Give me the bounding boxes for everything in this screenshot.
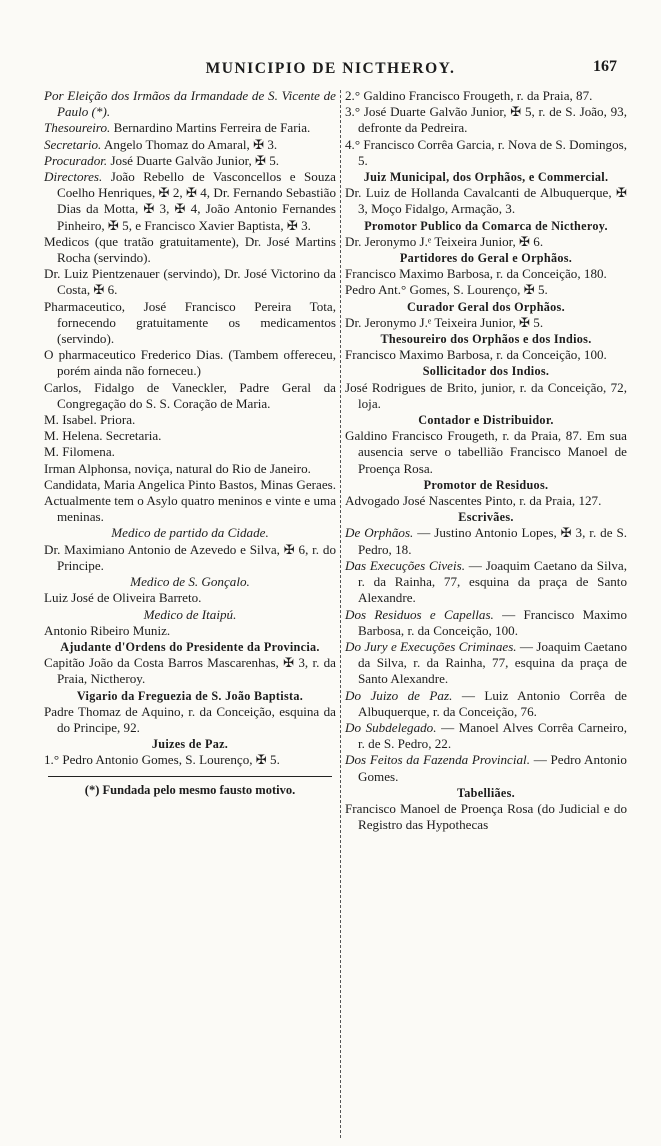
- directory-entry: [345, 380, 627, 412]
- directory-entry: [345, 752, 627, 784]
- section-heading: Juiz Municipal, dos Orphãos, e Commercial.: [363, 170, 609, 185]
- directory-entry: [44, 461, 336, 477]
- entry-text: Dr. Jeronymo J.ᵉ Teixeira Junior, ✠ 6.: [345, 233, 544, 249]
- entry-text: 3.° José Duarte Galvão Junior, ✠ 5, r. de S. João, 93, defronte da Pedreira.: [345, 104, 627, 136]
- section-heading: Promotor Publico da Comarca de Nictheroy.: [364, 218, 608, 233]
- entry-text: — Joaquim Caetano da Silva, r. da Rainha, 77, esquina da praça de Santo Alexandre.: [358, 638, 627, 687]
- entry-text: Actualmente tem o Asylo quatro meninos e vinte e uma meninas.: [44, 493, 336, 525]
- directory-entry: [345, 282, 627, 298]
- directory-entry: [44, 542, 336, 574]
- subsection-heading: Medico de Itaipú.: [143, 606, 237, 622]
- footnote: (*) Fundada pelo mesmo fausto motivo.: [84, 782, 296, 797]
- entry-text: Padre Thomaz de Aquino, r. da Conceição, esquina da do Principe, 92.: [44, 703, 336, 735]
- entry-text: Carlos, Fidalgo de Vaneckler, Padre Geral da Congregação do S. S. Coração de Maria.: [44, 379, 336, 411]
- footnote-separator: [48, 776, 332, 777]
- left-column: [44, 88, 336, 798]
- entry-label: Directores.: [44, 169, 103, 185]
- directory-entry: [44, 623, 336, 639]
- directory-entry: [44, 444, 336, 460]
- entry-text: Pedro Ant.° Gomes, S. Lourenço, ✠ 5.: [345, 282, 548, 298]
- entry-text: Francisco Maximo Barbosa, r. da Conceição, 180.: [345, 266, 607, 282]
- entry-text: Galdino Francisco Frougeth, r. da Praia, 87. Em sua ausencia serve o tabellião Francisco Manoel de Proença Rosa.: [345, 428, 627, 476]
- directory-entry: [345, 493, 627, 509]
- entry-text: M. Helena. Secretaria.: [44, 428, 162, 444]
- directory-entry: [345, 428, 627, 477]
- entry-text: Candidata, Maria Angelica Pinto Bastos, Minas Geraes.: [44, 476, 337, 492]
- entry-label: Por Eleição dos Irmãos da Irmandade de S. Vicente de Paulo (*).: [44, 88, 336, 120]
- directory-entry: [345, 266, 627, 282]
- entry-text: Irman Alphonsa, noviça, natural do Rio de Janeiro.: [44, 460, 311, 476]
- directory-entry: [44, 347, 336, 379]
- directory-entry: [345, 88, 627, 104]
- entry-text: Medicos (que tratão gratuitamente), Dr. José Martins Rocha (servindo).: [44, 233, 336, 266]
- directory-entry: [44, 590, 336, 606]
- entry-text: José Rodrigues de Brito, junior, r. da Conceição, 72, loja.: [345, 379, 627, 411]
- directory-entry: [345, 801, 627, 833]
- directory-entry: [44, 493, 336, 525]
- entry-label: Do Juizo de Paz.: [345, 687, 453, 703]
- section-heading: Curador Geral dos Orphãos.: [407, 299, 565, 314]
- directory-entry: [44, 704, 336, 736]
- directory-entry: [44, 655, 336, 687]
- section-heading: Thesoureiro dos Orphãos e dos Indios.: [380, 332, 592, 347]
- directory-entry: [345, 137, 627, 169]
- column-divider: [340, 90, 341, 1138]
- entry-text: — Pedro Antonio Gomes.: [358, 752, 627, 784]
- entry-text: 1.° Pedro Antonio Gomes, S. Lourenço, ✠ 5.: [44, 752, 280, 768]
- entry-text: Angelo Thomaz do Amaral, ✠ 3.: [101, 136, 278, 152]
- section-heading: Partidores do Geral e Orphãos.: [399, 251, 573, 266]
- section-heading: Vigario da Freguezia de S. João Baptista.: [76, 688, 304, 703]
- entry-label: Do Subdelegado.: [345, 719, 437, 735]
- directory-entry: [345, 558, 627, 607]
- entry-text: Bernardino Martins Ferreira de Faria.: [110, 120, 311, 136]
- entry-text: Francisco Maximo Barbosa, r. da Conceição, 100.: [345, 347, 607, 363]
- directory-entry: [44, 380, 336, 412]
- entry-text: João Rebello de Vasconcellos e Souza Coelho Henriques, ✠ 2, ✠ 4, Dr. Fernando Sebastião Dias da Motta, ✠ 3, ✠ 4, João Antonio Fernandes Pinheiro, ✠ 5, e Francisco Xavier Baptista, ✠ 3.: [57, 169, 336, 233]
- entry-text: Dr. Luiz Pientzenauer (servindo), Dr. José Victorino da Costa, ✠ 6.: [44, 266, 336, 298]
- directory-entry: [44, 412, 336, 428]
- directory-entry: [345, 607, 627, 639]
- directory-entry: [345, 347, 627, 363]
- directory-entry: [44, 88, 336, 120]
- directory-entry: [44, 169, 336, 234]
- directory-entry: [44, 137, 336, 153]
- entry-text: Capitão João da Costa Barros Mascarenhas, ✠ 3, r. da Praia, Nictheroy.: [44, 655, 336, 687]
- section-heading: Juizes de Paz.: [151, 737, 229, 752]
- entry-text: Antonio Ribeiro Muniz.: [44, 622, 171, 638]
- section-heading: Escrivães.: [458, 510, 514, 525]
- entry-label: Dos Feitos da Fazenda Provincial.: [345, 752, 530, 768]
- entry-text: M. Isabel. Priora.: [44, 412, 136, 428]
- entry-label: Secretario.: [44, 136, 102, 152]
- directory-entry: [44, 234, 336, 266]
- entry-text: — Luiz Antonio Corrêa de Albuquerque, r. da Conceição, 76.: [358, 687, 627, 719]
- entry-label: Procurador.: [44, 152, 108, 168]
- section-heading: Promotor de Residuos.: [423, 477, 549, 492]
- entry-text: 2.° Galdino Francisco Frougeth, r. da Praia, 87.: [345, 88, 593, 103]
- directory-entry: [345, 525, 627, 557]
- left-entries: [44, 88, 336, 769]
- entry-text: 4.° Francisco Corrêa Garcia, r. Nova de S. Domingos, 5.: [345, 136, 627, 168]
- page-header: [0, 60, 661, 84]
- directory-entry: [345, 104, 627, 136]
- directory-entry: [345, 688, 627, 720]
- entry-text: — Francisco Maximo Barbosa, r. da Conceição, 100.: [358, 606, 627, 638]
- entry-text: — Justino Antonio Lopes, ✠ 3, r. de S. Pedro, 18.: [358, 525, 627, 557]
- directory-entry: [44, 752, 336, 768]
- directory-entry: [44, 477, 336, 493]
- entry-text: Dr. Luiz de Hollanda Cavalcanti de Albuquerque, ✠ 3, Moço Fidalgo, Armação, 3.: [345, 185, 627, 217]
- running-title: MUNICIPIO DE NICTHEROY.: [205, 60, 456, 77]
- directory-entry: [44, 428, 336, 444]
- directory-entry: [345, 639, 627, 688]
- entry-text: Advogado José Nascentes Pinto, r. da Praia, 127.: [345, 493, 602, 509]
- entry-text: — Manoel Alves Corrêa Carneiro, r. de S. Pedro, 22.: [358, 719, 628, 752]
- section-heading: Contador e Distribuidor.: [418, 413, 554, 428]
- section-heading: Tabelliães.: [456, 785, 516, 800]
- section-heading: Ajudante d'Ordens do Presidente da Provincia.: [60, 639, 320, 654]
- right-column: [345, 88, 627, 833]
- directory-entry: [345, 720, 627, 752]
- entry-text: — Joaquim Caetano da Silva, r. da Rainha, 77, esquina da praça de Santo Alexandre.: [358, 557, 627, 606]
- entry-text: Pharmaceutico, José Francisco Pereira Tota, fornecendo gratuitamente os medicamentos (servindo).: [44, 298, 336, 347]
- right-entries: [345, 88, 627, 833]
- subsection-heading: Medico de S. Gonçalo.: [130, 574, 250, 590]
- entry-label: Das Execuções Civeis.: [345, 557, 465, 573]
- entry-text: Dr. Maximiano Antonio de Azevedo e Silva, ✠ 6, r. do Principe.: [44, 541, 336, 573]
- directory-entry: [44, 153, 336, 169]
- entry-text: Luiz José de Oliveira Barreto.: [44, 590, 202, 606]
- entry-text: M. Filomena.: [44, 444, 115, 460]
- directory-entry: [345, 315, 627, 331]
- entry-label: Thesoureiro.: [44, 120, 111, 136]
- directory-entry: [44, 120, 336, 136]
- entry-label: De Orphãos.: [345, 525, 414, 541]
- entry-text: Francisco Manoel de Proença Rosa (do Judicial e do Registro das Hypothecas: [345, 800, 627, 833]
- entry-text: O pharmaceutico Frederico Dias. (Tambem offereceu, porém ainda não forneceu.): [44, 347, 336, 379]
- entry-text: Dr. Jeronymo J.ᵉ Teixeira Junior, ✠ 5.: [345, 314, 544, 330]
- entry-text: José Duarte Galvão Junior, ✠ 5.: [107, 152, 280, 168]
- entry-label: Do Jury e Execuções Criminaes.: [345, 638, 517, 654]
- entry-label: Dos Residuos e Capellas.: [345, 606, 494, 622]
- directory-entry: [345, 185, 627, 217]
- directory-entry: [44, 266, 336, 298]
- page-number: 167: [593, 58, 617, 75]
- directory-entry: [345, 234, 627, 250]
- directory-entry: [44, 299, 336, 348]
- section-heading: Sollicitador dos Indios.: [422, 364, 550, 379]
- subsection-heading: Medico de partido da Cidade.: [111, 525, 269, 541]
